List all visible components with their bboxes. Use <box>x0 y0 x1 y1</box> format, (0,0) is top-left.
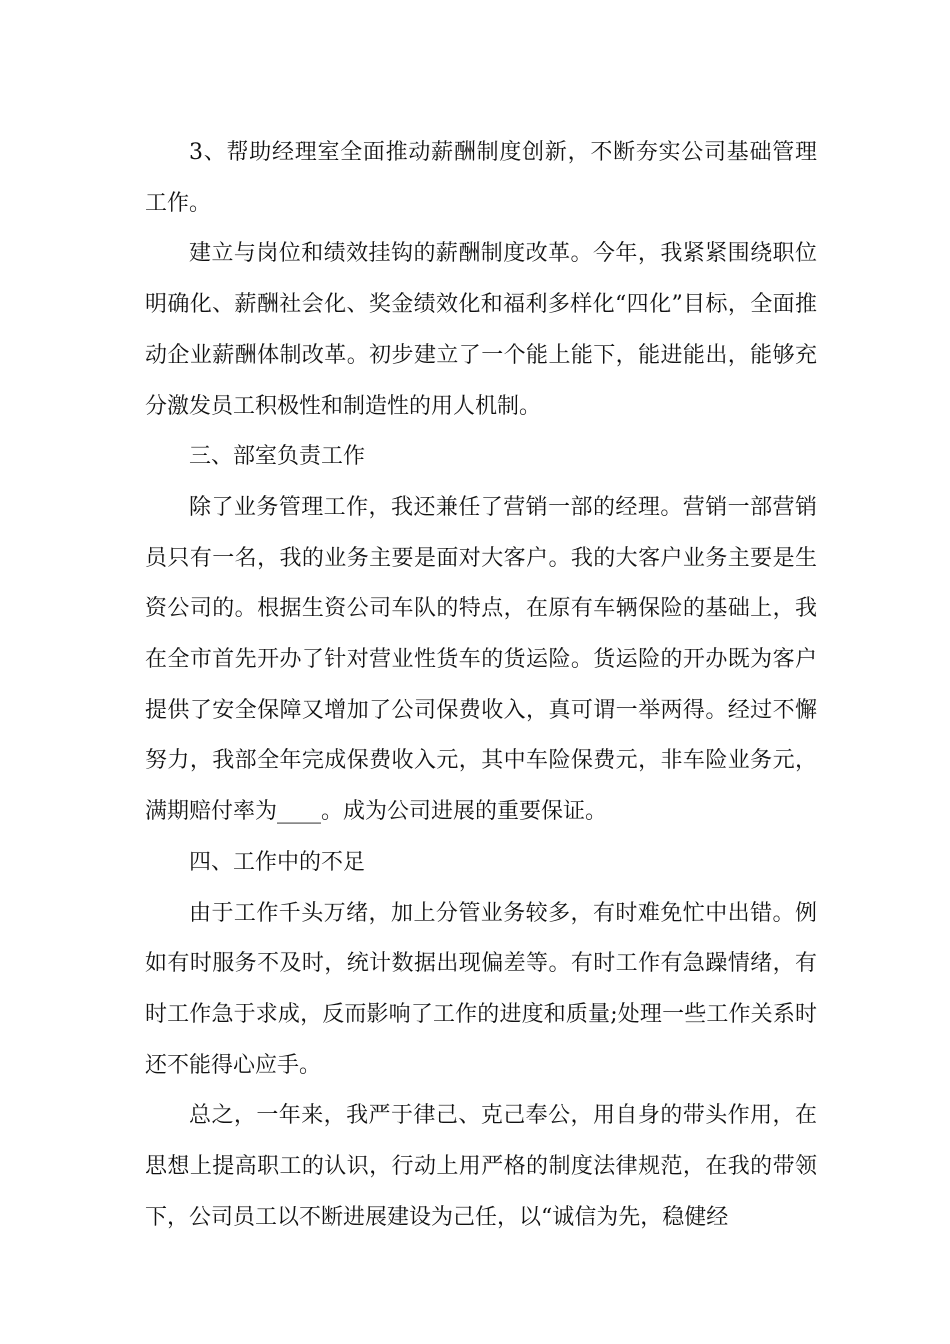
paragraph-summary: 总之，一年来，我严于律己、克己奉公，用自身的带头作用，在思想上提高职工的认识，行动上用严格的制度法律规范，在我的带领下，公司员工以不断进展建设为己任，以“诚信为先，稳健经 <box>145 1103 817 1230</box>
paragraph-department-work: 除了业务管理工作，我还兼任了营销一部的经理。营销一部营销员只有一名，我的业务主要是面对大客户。我的大客户业务主要是生资公司的。根据生资公司车队的特点，在原有车辆保险的基础上，我在全市首先开办了针对营业性货车的货运险。货运险的开办既为客户提供了安全保障又增加了公司保费收入，真可谓一举两得。经过不懈努力，我部全年完成保费收入元，其中车险保费元，非车险业务元，满期赔付率为____。成为公司进展的重要保证。 <box>145 494 817 825</box>
section-heading-shortcomings: 四、工作中的不足 <box>189 849 366 875</box>
paragraph-shortcomings: 由于工作千头万绪，加上分管业务较多，有时难免忙中出错。例如有时服务不及时，统计数据出现偏差等。有时工作有急躁情绪，有时工作急于求成，反而影响了工作的进度和质量;处理一些工作关系时还不能得心应手。 <box>145 900 817 1078</box>
paragraph-salary-innovation-heading: 3、帮助经理室全面推动薪酬制度创新，不断夯实公司基础管理工作。 <box>145 140 817 216</box>
paragraph-salary-reform: 建立与岗位和绩效挂钩的薪酬制度改革。今年，我紧紧围绕职位明确化、薪酬社会化、奖金绩效化和福利多样化“四化”目标，全面推动企业薪酬体制改革。初步建立了一个能上能下，能进能出，能够充分激发员工积极性和制造性的用人机制。 <box>145 241 817 419</box>
section-heading-department-work: 三、部室负责工作 <box>189 444 366 470</box>
document-body <box>145 128 817 1243</box>
